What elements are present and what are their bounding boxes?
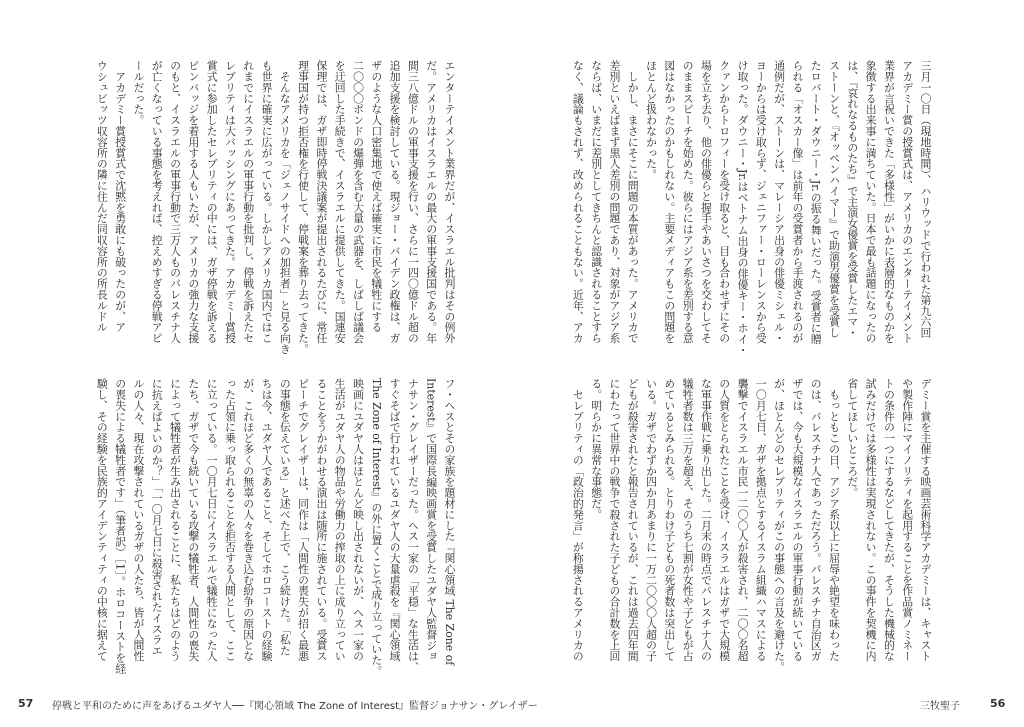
text-column: 差別といえばまず黒人差別の問題であり、対象がアジア系 xyxy=(607,60,621,344)
text-column: な軍事作戦に乗り出した。二月末の時点でパレスチナ人の xyxy=(699,378,713,662)
text-column: を迂回した手続きで、イスラエルに提供してきた。国連安 xyxy=(333,60,347,344)
text-column: 一〇月七日、ガザを拠点とするイスラム組織ハマスによる xyxy=(754,378,768,662)
text-column: ピーチでグレイザーは、同作は「人間性の喪失が招く最悪 xyxy=(296,378,310,662)
text-column: に立っている。一〇月七日にイスラエルで犠牲になった人 xyxy=(205,378,219,662)
text-column: が亡くなっている事態を考えれば、控えめすぎる停戦アピ xyxy=(150,60,164,344)
text-column: アカデミー賞授賞式で沈黙を勇敢にも破ったのが、ア xyxy=(113,60,127,333)
text-column: 通例だが、ストーンは、マレーシア出身の俳優ミシェル・ xyxy=(772,60,786,344)
text-column: のままスピーチを始めた。彼らにはアジア系を差別する意 xyxy=(681,60,695,344)
text-column: 図はなかったのかもしれない。主要メディアもこの問題を xyxy=(662,60,676,344)
text-column: 保理では、ガザ即時停戦決議案が提出されるたびに、常任 xyxy=(314,60,328,344)
text-column: The Zone of Interest』の外に置くことで成り立っていた。 xyxy=(369,378,383,677)
text-column: アカデミー賞の授賞式は、アメリカのエンターテイメント xyxy=(900,60,914,344)
text-column: 生活がユダヤ人の物品や労働力の搾取の上に成り立ってい xyxy=(333,378,347,662)
text-column: にわたって世界中の戦争で殺された子どもの合計数を上回 xyxy=(607,378,621,662)
text-column: ヨーからは受け取らず、ジェニファー・ローレンスから受 xyxy=(754,60,768,344)
text-column: る。明らかに異常な事態だ。 xyxy=(589,378,603,520)
text-column: たち、ガザで今も続いている攻撃の犠牲者、人間性の喪失 xyxy=(186,378,200,662)
text-column: ちは今、ユダヤ人であること、そしてホロコーストの経験 xyxy=(260,378,274,662)
text-column: のは、パレスチナ人であっただろう。パレスチナ自治区ガ xyxy=(809,378,823,662)
text-column: そんなアメリカを「ジェノサイドへの加担者」と見る向き xyxy=(278,60,292,355)
text-column: 三月一〇日（現地時間）、ハリウッドで行われた第九六回 xyxy=(919,60,932,338)
text-column: ピンバッジを着用する人もいたが、アメリカの強力な支援 xyxy=(186,60,200,344)
text-column: れまでにイスラエルの軍事行動を批判し、停戦を訴えたセ xyxy=(241,60,255,344)
text-column: 襲撃でイスラエル市民一二〇〇人が殺害され、二〇〇名超 xyxy=(736,378,750,662)
right-page-number: 56 xyxy=(990,697,1006,710)
text-column: の喪失による犠牲者です」（筆者訳）［1］。ホロコーストを経 xyxy=(113,378,127,674)
text-column: 二〇〇〇ポンドの爆弾を含む大量の武器を、しばしば議会 xyxy=(351,60,365,344)
text-column: だ。アメリカはイスラエルの最大の軍事支援国である。年 xyxy=(424,60,438,344)
text-column: ザでは、今も大規模なイスラエルの軍事行動が続いている xyxy=(790,378,804,662)
text-column: によって犠牲者が生み出されることに、私たちはどのよう xyxy=(168,378,182,662)
text-column: は、『哀れなるものたち』で主演女優賞を受賞したエマ・ xyxy=(845,60,859,338)
text-column: セレブリティの「政治的発言」が称揚されるアメリカの xyxy=(571,378,585,662)
text-column: 映画にユダヤ人はほとんど映し出されないが、ヘス一家の xyxy=(351,378,365,662)
text-column: ストーンと、『オッペンハイマー』で助演男優賞を受賞し xyxy=(827,60,841,338)
text-column: 賞式に参加したセレブリティの中には、ガザ停戦を訴える xyxy=(205,60,219,344)
text-column: なく、議論もされず、改められることもない。近年、アカ xyxy=(571,60,585,344)
text-column: 象徴する出来事に満ちていた。日本で最も話題になったの xyxy=(864,60,878,344)
text-column: った占領に乗っ取られることを拒否する人間として、ここ xyxy=(223,378,237,662)
text-column: が、これほど多くの無辜の人々を巻き込む紛争の原因とな xyxy=(241,378,255,662)
text-column: ールだった。 xyxy=(131,60,145,126)
text-column: いる。ガザでわずか四か月あまりに一万二〇〇〇人超の子 xyxy=(644,378,658,662)
text-column: や製作陣にマイノリティを起用することを作品賞ノミネー xyxy=(900,378,914,662)
text-column: エンターテイメント業界だが、イスラエル批判はその例外 xyxy=(443,60,456,344)
text-column: どもが殺害されたと報告されているが、これは過去四年間 xyxy=(626,378,640,662)
text-column: しかし、まさにそこに問題の本質があった。アメリカで xyxy=(626,60,640,344)
text-column: トの条件の一つにするなどしてきたが、そうした機械的な xyxy=(882,378,896,662)
text-column: 間三八億ドルの軍事支援を行い、さらに一四〇億ドル超の xyxy=(406,60,420,344)
text-column: 省してほしいところだ。 xyxy=(845,378,859,498)
text-column: ザのような人口密集地で使えば確実に市民を犠牲にする xyxy=(369,60,383,333)
text-column: 犠牲者数は三万を超え、そのうち七割が女性や子どもが占 xyxy=(681,378,695,662)
left-page-top-text-block xyxy=(86,60,458,355)
text-column: めているとみられる。とりわけ子どもの死者数は突出して xyxy=(662,378,676,662)
text-column: レブリティは大バッシングにあってきた。アカデミー賞授 xyxy=(223,60,237,344)
left-page-bottom-text-block xyxy=(86,378,458,677)
text-column: 理事国が持つ拒否権を行使して、停戦案を葬り去ってきた。 xyxy=(296,60,310,355)
text-column: フ・ヘスとその家族を題材にした『関心領域 The Zone of xyxy=(443,378,456,666)
text-column: が、ほとんどのセレブリティがこの事態への言及を避けた。 xyxy=(772,378,786,673)
text-column: たロバート・ダウニー・Jr.の振る舞いだった。受賞者に贈 xyxy=(809,60,823,345)
text-column: ウシュビッツ収容所の隣に住んだ同収容所の所長ルドル xyxy=(95,60,109,333)
text-column: け取った。ダウニー・Jr.はベトナム出身の俳優キー・ホイ・ xyxy=(736,60,750,356)
text-column: ナサン・グレイザーだった。ヘス一家の「平穏」な生活は、 xyxy=(406,378,420,673)
text-column: ならば、いまだに差別としてきちんと認識されることすら xyxy=(589,60,603,344)
text-column: 追加支援を検討している。現ジョー・バイデン政権は、ガ xyxy=(388,60,402,344)
text-column: に抗えばよいのか？」「一〇月七日に殺害されたイスラエ xyxy=(150,378,164,656)
text-column: ることをうかがわせる演出は随所に施されている。受賞ス xyxy=(314,378,328,662)
text-column: クァンからトロフィーを受け取ると、目も合わせずにその xyxy=(717,60,731,344)
text-column: すぐそばで行われているユダヤ人の大量虐殺を『関心領域 xyxy=(388,378,402,662)
left-page-number: 57 xyxy=(18,697,34,710)
text-column: の人質をとられたことを受け、イスラエルはガザで大規模 xyxy=(717,378,731,662)
text-column: もっともこの日、アジア系以上に屈辱や絶望を味わった xyxy=(827,378,841,662)
text-column: Interest』で国際長編映画賞を受賞したユダヤ人監督ジョ xyxy=(424,378,438,662)
text-column: 業界が言祝いできた「多様性」がいかに表層的なものかを xyxy=(882,60,896,344)
right-page-top-text-block xyxy=(568,60,934,356)
right-page-bottom-text-block xyxy=(568,378,934,673)
text-column: のもと、イスラエルの軍事行動で三万人ものパレスチナ人 xyxy=(168,60,182,344)
text-column: 試みだけでは多様性は実現されない。この事件を契機に内 xyxy=(864,378,878,662)
text-column: 験し、その経験を民族的アイデンティティの中核に据えて xyxy=(95,378,109,662)
text-column: られる「オスカー像」は前年の受賞者から手渡されるのが xyxy=(790,60,804,344)
text-column: ルの人々、現在攻撃されているガザの人たち、皆が人間性 xyxy=(131,378,145,662)
running-title: 停戦と平和のために声をあげるユダヤ人──『関心領域 The Zone of Interest』監督ジョナサン・グレイザー xyxy=(52,701,538,712)
text-column: ほとんど扱わなかった。 xyxy=(644,60,658,180)
text-column: も世界に確実に広がっている。しかしアメリカ国内ではこ xyxy=(260,60,274,344)
author-name: 三牧聖子 xyxy=(920,701,960,712)
text-column: 場を立ち去り、他の俳優らと握手やあいさつを交わしてそ xyxy=(699,60,713,344)
text-column: の事態を伝えている」と述べた上で、こう続けた。「私た xyxy=(278,378,292,656)
text-column: デミー賞を主催する映画芸術科学アカデミーは、キャスト xyxy=(919,378,932,662)
